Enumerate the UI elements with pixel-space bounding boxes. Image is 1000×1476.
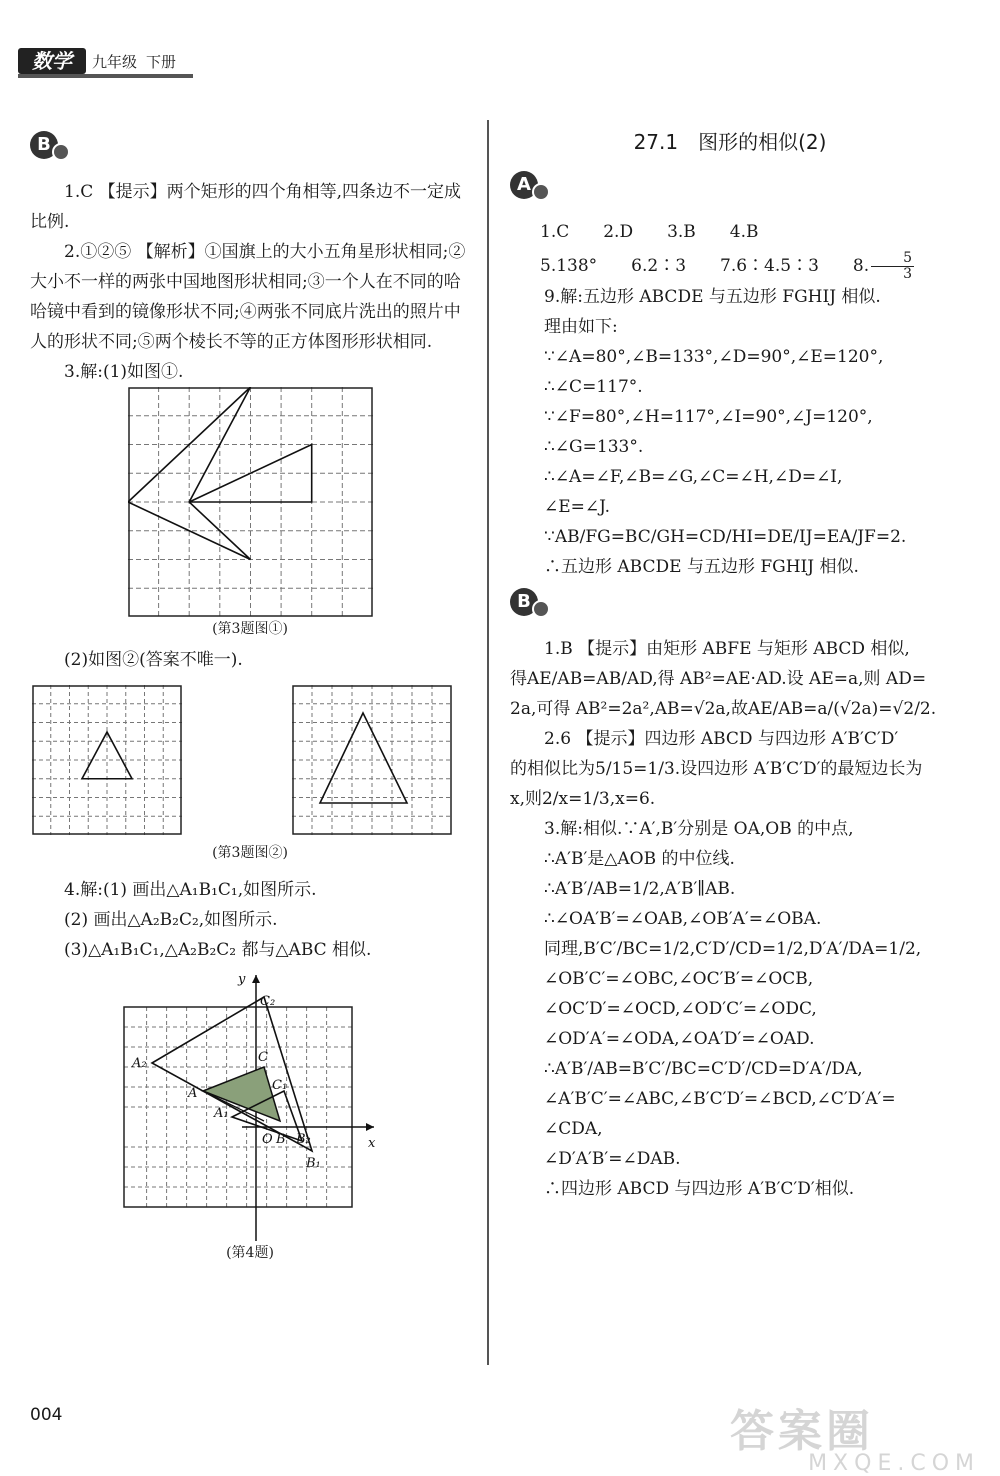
answer-3b: (2)如图②(答案不唯一). [64,650,243,670]
answer-2: 2.①②⑤ 【解析】①国旗上的大小五角星形状相同;②大小不一样的两张中国地图形状相同;③一个人在不同的哈哈镜中看到的镜像形状不同;④两张不同底片洗出的照片中人的形状不同;⑤两个棱长不等的正方体图形形状相同. [30,242,466,352]
b2-line-2: 的相似比为5/15=1/3.设四边形 A′B′C′D′的最短边长为 [510,759,923,779]
answers-1-4: 1.C 2.D 3.B 4.B [540,222,759,242]
caption-4: (第4题) [226,1245,274,1261]
volume-label: 下册 [146,53,177,71]
b2-line-3: x,则2/x=1/3,x=6. [510,789,656,809]
right-column [510,125,950,1204]
fig4-label-c: C [258,1050,268,1065]
fig4-label-a2: A₂ [132,1056,147,1071]
b3-line-3: ∴A′B′/AB=1/2,A′B′∥AB. [544,879,736,899]
q9-line-10: ∴五边形 ABCDE 与五边形 FGHIJ 相似. [544,557,859,577]
level-a-badge: A [510,171,548,201]
b1-line-1: 1.B 【提示】由矩形 ABFE 与矩形 ABCD 相似, [544,639,910,659]
column-divider [487,120,489,1365]
q9-line-2: 理由如下: [544,317,618,337]
b1-line-2: 得AE/AB=AB/AD,得 AB²=AE·AD.设 AE=a,则 AD= [510,669,927,689]
q9-line-3: ∵∠A=80°,∠B=133°,∠D=90°,∠E=120°, [544,347,884,367]
grade-label: 九年级 [92,53,138,71]
b3-line-2: ∴A′B′是△AOB 的中位线. [544,849,735,869]
watermark: 答案圈 MXQE.COM [730,1406,980,1476]
section-title: 27.1 图形的相似(2) [633,130,827,154]
b3-line-11: ∠CDA, [544,1119,603,1139]
b3-line-12: ∠D′A′B′=∠DAB. [544,1149,681,1169]
q9-line-4: ∴∠C=117°. [544,377,643,397]
b3-line-10: ∠A′B′C′=∠ABC,∠B′C′D′=∠BCD,∠C′D′A′= [544,1089,896,1109]
b3-line-13: ∴四边形 ABCD 与四边形 A′B′C′D′相似. [544,1179,855,1199]
figure-3-2 [32,685,470,835]
fig4-label-a1: A₁ [214,1106,229,1121]
fig4-label-b: B [276,1132,286,1147]
left-column [30,125,470,1265]
q9-line-7: ∴∠A=∠F,∠B=∠G,∠C=∠H,∠D=∠I, [544,467,843,487]
figure-3-1 [128,387,373,617]
q9-line-5: ∵∠F=80°,∠H=117°,∠I=90°,∠J=120°, [544,407,873,427]
answer-4-3: (3)△A₁B₁C₁,△A₂B₂C₂ 都与△ABC 相似. [64,940,372,960]
level-b-badge-right: B [510,588,548,618]
fig4-label-x: x [368,1136,376,1151]
answer-4-2: (2) 画出△A₂B₂C₂,如图所示. [64,910,278,930]
fig4-label-b2: B₂ [296,1132,311,1147]
b3-line-6: ∠OB′C′=∠OBC,∠OC′B′=∠OCB, [544,969,814,989]
b2-line-1: 2.6 【提示】四边形 ABCD 与四边形 A′B′C′D′ [544,729,899,749]
b3-line-8: ∠OD′A′=∠ODA,∠OA′D′=∠OAD. [544,1029,815,1049]
level-b-badge: B [30,131,68,161]
fig4-label-c2: C₂ [260,994,276,1009]
subject-label: 数学 [18,48,86,74]
b3-line-7: ∠OC′D′=∠OCD,∠OD′C′=∠ODC, [544,999,817,1019]
answer-3a: 3.解:(1)如图①. [64,362,184,382]
figure-3-2-left [32,685,182,835]
q9-line-8: ∠E=∠J. [544,497,611,517]
fig4-label-o: O [262,1132,273,1147]
q9-line-9: ∵AB/FG=BC/GH=CD/HI=DE/IJ=EA/JF=2. [544,527,907,547]
page-number: 004 [30,1405,63,1425]
fig4-label-y: y [238,972,246,987]
fig4-label-b1: B₁ [306,1156,321,1171]
header-rule [18,74,193,78]
page-header [18,48,193,78]
q9-line-1: 9.解:五边形 ABCDE 与五边形 FGHIJ 相似. [544,287,881,307]
caption-3-1: (第3题图①) [212,621,288,637]
figure-4 [112,971,382,1241]
answer-4-1: 4.解:(1) 画出△A₁B₁C₁,如图所示. [64,880,317,900]
b3-line-9: ∴A′B′/AB=B′C′/BC=C′D′/CD=D′A′/DA, [544,1059,863,1079]
b3-line-4: ∴∠OA′B′=∠OAB,∠OB′A′=∠OBA. [544,909,822,929]
answer-1: 1.C 【提示】两个矩形的四个角相等,四条边不一定成比例. [30,182,462,232]
figure-3-2-right [292,685,452,835]
answers-5-8: 5.138° 6.2∶3 7.6∶4.5∶3 8. $\frac{5}{3}$ [540,250,913,282]
b3-line-5: 同理,B′C′/BC=1/2,C′D′/CD=1/2,D′A′/DA=1/2, [544,939,922,959]
b3-line-1: 3.解:相似.∵A′,B′分别是 OA,OB 的中点, [544,819,854,839]
b1-line-3: 2a,可得 AB²=2a²,AB=√2a,故AE/AB=a/(√2a)=√2/2. [510,699,937,719]
fig4-label-a: A [188,1086,198,1101]
q9-line-6: ∴∠G=133°. [544,437,644,457]
fig4-label-c1: C₁ [272,1078,288,1093]
answer-8-fraction: $\frac{5}{3}$ [871,251,914,282]
caption-3-2: (第3题图②) [212,845,288,861]
